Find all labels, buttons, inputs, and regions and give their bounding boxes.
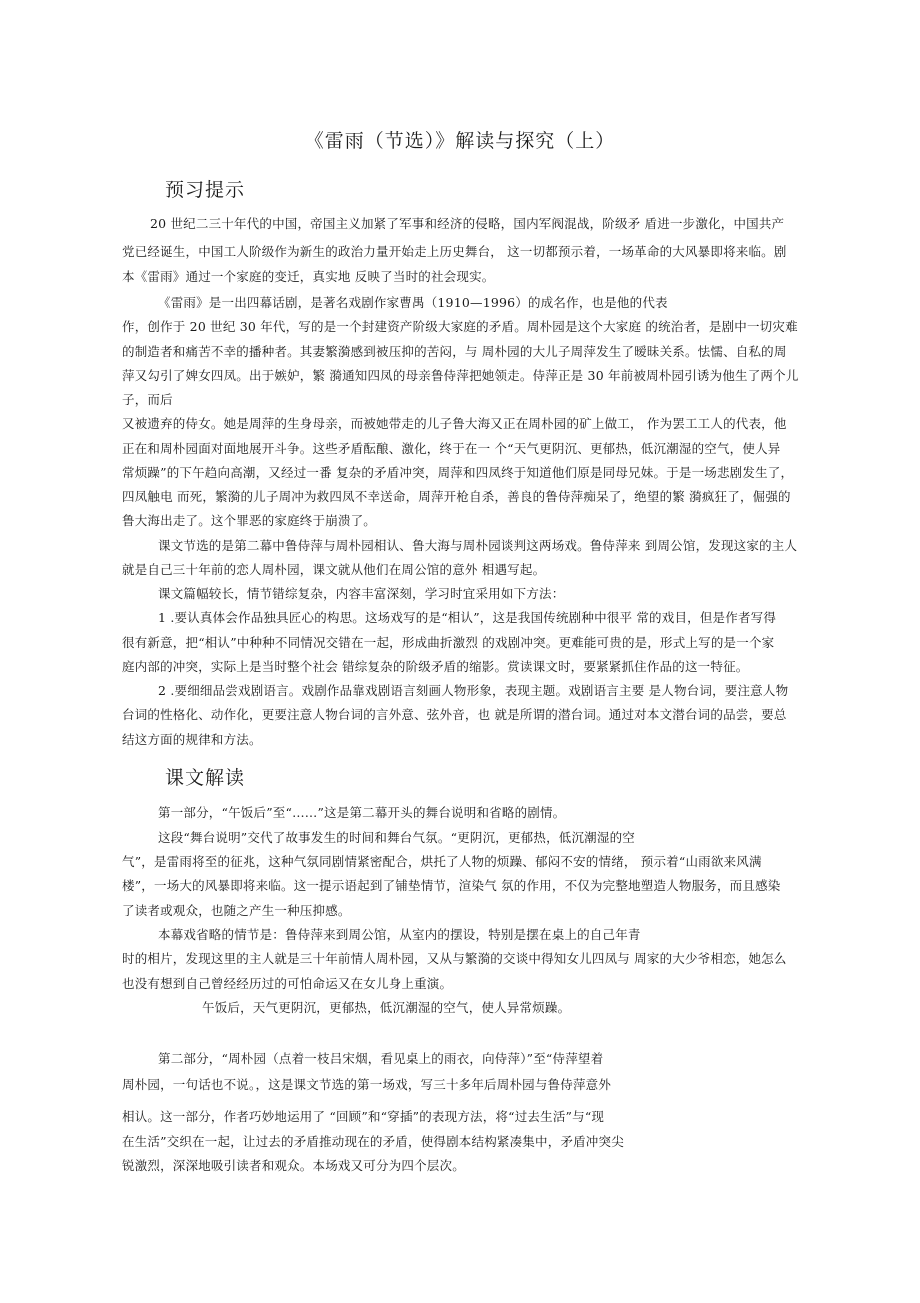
section-heading-reading: 课文解读 <box>165 767 246 789</box>
text-line: 2 .要细细品尝戏剧语言。戏剧作品靠戏剧语言刻画人物形象，表现主题。戏剧语言主要 是人物台词，要注意人物 <box>158 683 789 698</box>
text-line: 结这方面的规律和方法。 <box>122 732 262 747</box>
text-line: 课文篇幅较长，情节错综复杂，内容丰富深刻，学习时宜采用如下方法： <box>158 586 565 601</box>
text-line: 时的相片，发现这里的主人就是三十年前情人周朴园，又从与繁漪的交谈中得知女儿四凤与 周家的大少爷相恋，她怎么 <box>122 951 787 966</box>
text-line: 本《雷雨》通过一个家庭的变迁，真实地 反映了当时的社会现实。 <box>122 269 495 284</box>
text-line: 鲁大海出走了。这个罪恶的家庭终于崩溃了。 <box>122 513 377 528</box>
text-line: 常烦躁”的下午趋向高潮，又经过一番 复杂的矛盾冲突，周萍和四凤终于知道他们原是同母兄妹。于是一场悲剧发生了， <box>122 465 794 480</box>
text-line: 作，创作于 20 世纪 30 年代，写的是一个封建资产阶级大家庭的矛盾。周朴园是这个大家庭 的统治者，是剧中一切灾难 <box>122 319 798 334</box>
text-line: 党已经诞生，中国工人阶级作为新生的政治力量开始走上历史舞台， 这一切都预示着，一场革命的大风暴即将来临。剧 <box>122 244 787 259</box>
text-line: 就是自己三十年前的恋人周朴园，课文就从他们在周公馆的意外 相遇写起。 <box>122 562 546 577</box>
text-line: 这段“舞台说明”交代了故事发生的时间和舞台气氛。“更阴沉，更郁热，低沉潮湿的空 <box>158 830 635 845</box>
document-title: 《雷雨（节选）》解读与探究（上） <box>304 130 616 152</box>
text-line: 1 .要认真体会作品独具匠心的构思。这场戏写的是“相认”，这是我国传统剧种中很平 常的戏目，但是作者写得 <box>158 610 777 625</box>
text-line: 的制造者和痛苦不幸的播种者。其妻繁漪感到被压抑的苦闷，与 周朴园的大儿子周萍发生了暧昧关系。怯懦、自私的周 <box>122 344 787 359</box>
text-line: 正在和周朴园面对面地展开斗争。这些矛盾酝酿、激化，终于在一 个“天气更阴沉、更郁热，低沉潮湿的空气，使人异 <box>122 441 781 456</box>
text-line: 在生活”交织在一起，让过去的矛盾推动现在的矛盾，使得剧本结构紧凑集中，矛盾冲突尖 <box>122 1134 624 1149</box>
text-line: 周朴园，一句话也不说。，这是课文节选的第一场戏，写三十多年后周朴园与鲁侍萍意外 <box>122 1077 612 1092</box>
text-line: 台词的性格化、动作化，更要注意人物台词的言外意、弦外音，也 就是所谓的潜台词。通过对本文潜台词的品尝，要总 <box>122 707 787 722</box>
text-line: 20 世纪二三十年代的中国，帝国主义加紧了军事和经济的侵略，国内军阀混战，阶级矛 盾进一步激化，中国共产 <box>150 216 785 231</box>
text-line: 午饭后，天气更阴沉，更郁热，低沉潮湿的空气，使人异常烦躁。 <box>202 1000 571 1015</box>
text-line: 第一部分，“午饭后”至“……”这是第二幕开头的舞台说明和省略的剧情。 <box>158 805 566 820</box>
text-line: 又被遗弃的侍女。她是周萍的生身母亲，而被她带走的儿子鲁大海又正在周朴园的矿上做工， 作为罢工工人的代表，他 <box>122 416 787 431</box>
text-line: 了读者或观众，也随之产生一种压抑感。 <box>122 903 351 918</box>
text-line: 楼”，一场大的风暴即将来临。这一提示语起到了铺垫情节，渲染气 氛的作用，不仅为完整地塑造人物服务，而且感染 <box>122 878 781 893</box>
text-line: 《雷雨》是一出四幕话剧，是著名戏剧作家曹禺（1910—1996）的成名作，也是他的代表 <box>158 295 668 310</box>
text-line: 很有新意，把“相认”中种种不同情况交错在一起，形成曲折激烈 的戏剧冲突。更难能可贵的是，形式上写的是一个家 <box>122 635 775 650</box>
text-line: 庭内部的冲突，实际上是当时整个社会 错综复杂的阶级矛盾的缩影。赏读课文时，要紧紧抓住作品的这一特征。 <box>122 659 749 674</box>
section-heading-preview: 预习提示 <box>165 179 246 201</box>
text-line: 也没有想到自己曾经经历过的可怕命运又在女儿身上重演。 <box>122 976 453 991</box>
text-line: 萍又勾引了婢女四凤。出于嫉妒，繁 漪通知四凤的母亲鲁侍萍把她领走。侍萍正是 30 年前被周朴园引诱为他生了两个儿 <box>122 368 799 383</box>
text-line: 气”，是雷雨将至的征兆，这种气氛同剧情紧密配合，烘托了人物的烦躁、郁闷不安的情绪， 预示着“山雨欲来风满 <box>122 854 762 869</box>
text-line: 课文节选的是第二幕中鲁侍萍与周朴园相认、鲁大海与周朴园谈判这两场戏。鲁侍萍来 到周公馆，发现这家的主人 <box>158 538 798 553</box>
text-line: 第二部分，“周朴园（点着一枝吕宋烟，看见桌上的雨衣，向侍萍）”至“侍萍望着 <box>158 1051 604 1066</box>
text-line: 本幕戏省略的情节是：鲁侍萍来到周公馆，从室内的摆设，特别是摆在桌上的自己年青 <box>158 927 641 942</box>
text-line: 子，而后 <box>122 392 173 407</box>
text-line: 相认。这一部分，作者巧妙地运用了 “回顾”和“穿插”的表现方法，将“过去生活”与“现 <box>122 1109 605 1124</box>
text-line: 锐激烈，深深地吸引读者和观众。本场戏又可分为四个层次。 <box>122 1158 465 1173</box>
text-line: 四凤触电 而死，繁漪的儿子周冲为救四凤不幸送命，周萍开枪自杀，善良的鲁侍萍痴呆了，绝望的繁 漪疯狂了，倔强的 <box>122 489 791 504</box>
